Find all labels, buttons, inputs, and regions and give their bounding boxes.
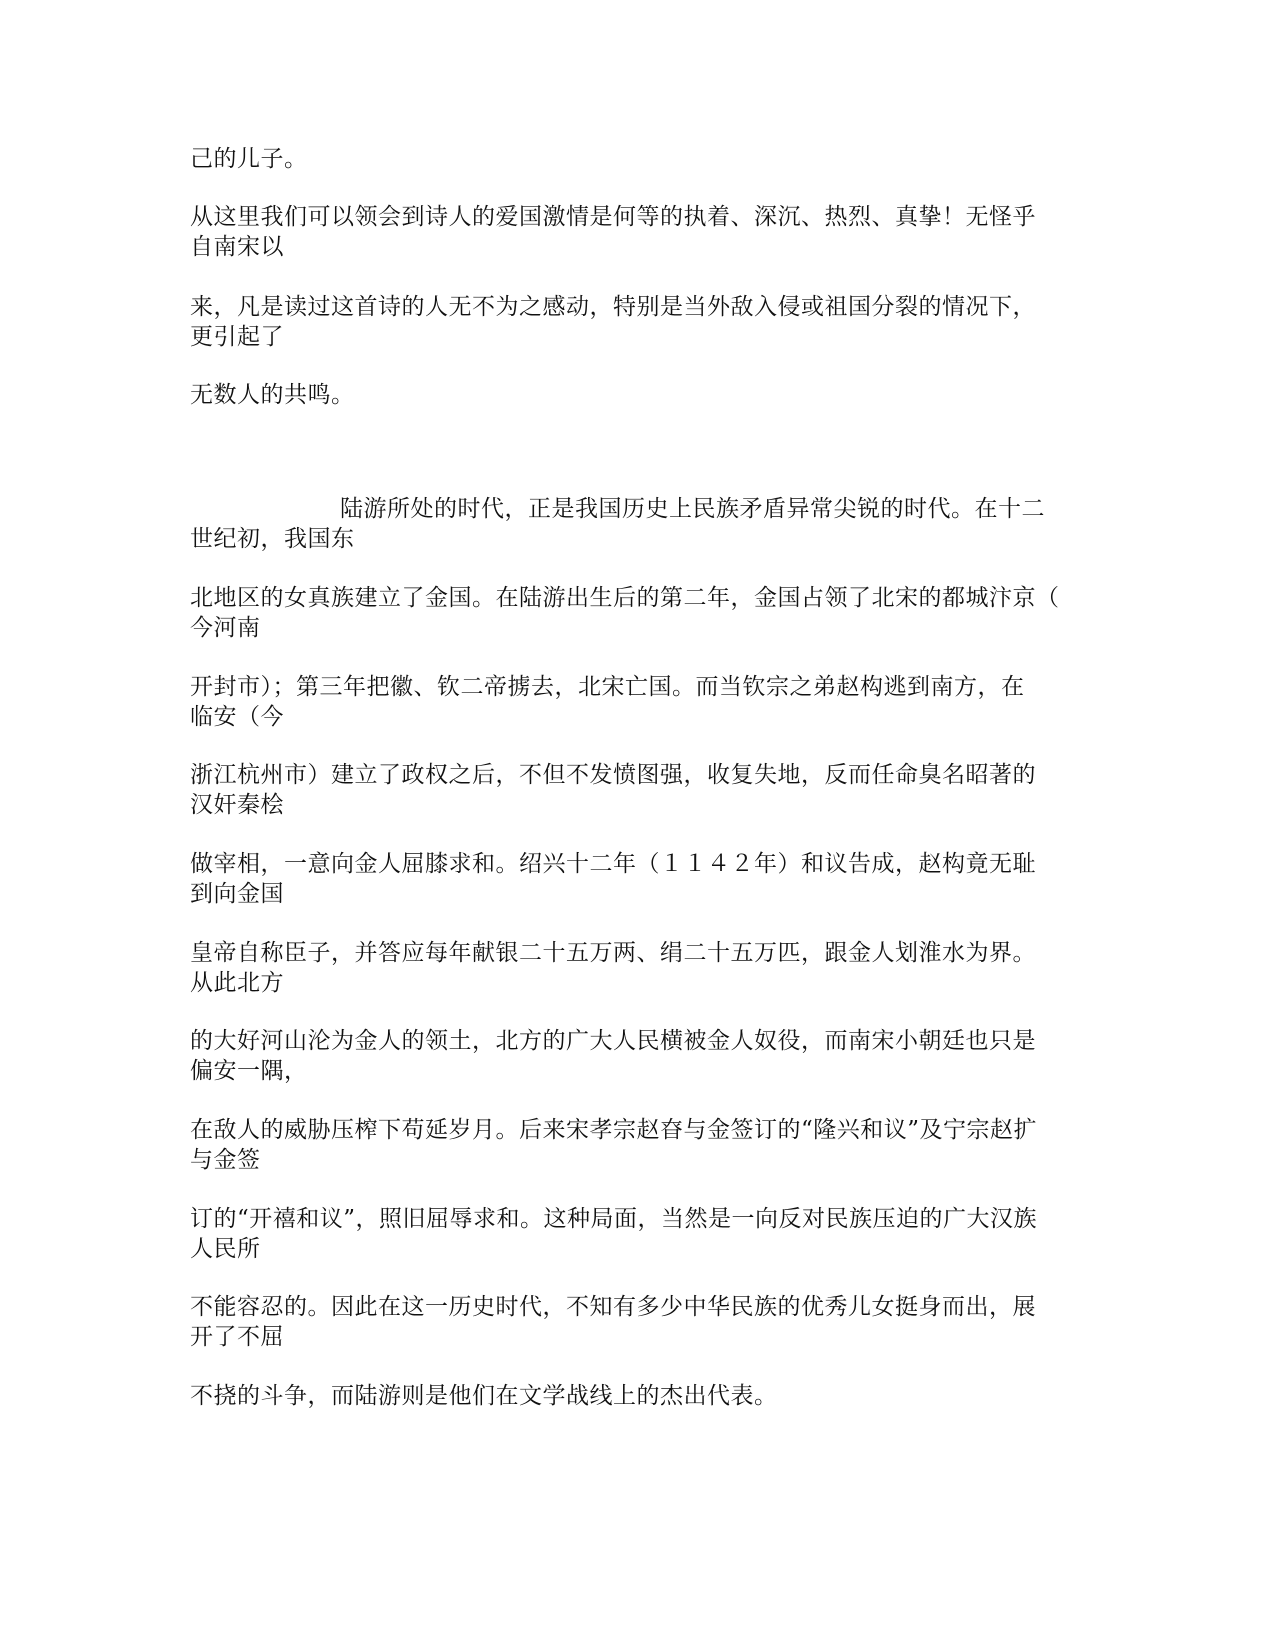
text-line: 皇帝自称臣子，并答应每年献银二十五万两、绢二十五万匹，跟金人划淮水为界。 [190, 940, 1036, 966]
text-line: 从这里我们可以领会到诗人的爱国激情是何等的执着、深沉、热烈、真挚！无怪乎 [190, 204, 1036, 230]
text-line: 订的“开禧和议”，照旧屈辱求和。这种局面，当然是一向反对民族压迫的广大汉族 [190, 1206, 1038, 1232]
text-line: 的大好河山沦为金人的领土，北方的广大人民横被金人奴役，而南宋小朝廷也只是 [190, 1028, 1036, 1054]
text-line: 人民所 [190, 1236, 261, 1262]
text-line: 世纪初，我国东 [190, 526, 355, 552]
text-line: 北地区的女真族建立了金国。在陆游出生后的第二年，金国占领了北宋的都城汴京（ [190, 585, 1060, 611]
text-line: 偏安一隅， [190, 1058, 308, 1084]
text-line: 自南宋以 [190, 234, 284, 260]
text-line: 不挠的斗争，而陆游则是他们在文学战线上的杰出代表。 [190, 1383, 778, 1409]
text-line: 开了不屈 [190, 1324, 284, 1350]
text-line: 无数人的共鸣。 [190, 382, 355, 408]
text-line: 更引起了 [190, 324, 284, 350]
text-line: 在敌人的威胁压榨下苟延岁月。后来宋孝宗赵昚与金签订的“隆兴和议”及宁宗赵扩 [190, 1117, 1038, 1143]
text-line: 浙江杭州市）建立了政权之后，不但不发愤图强，收复失地，反而任命臭名昭著的 [190, 762, 1036, 788]
text-line: 己的儿子。 [190, 146, 308, 172]
text-line: 汉奸秦桧 [190, 792, 284, 818]
text-line: 临安（今 [190, 704, 284, 730]
text-line: 做宰相，一意向金人屈膝求和。绍兴十二年（１１４２年）和议告成，赵构竟无耻 [190, 851, 1036, 877]
paragraph-first-line: 陆游所处的时代，正是我国历史上民族矛盾异常尖锐的时代。在十二 [340, 496, 1045, 522]
text-line: 开封市）；第三年把徽、钦二帝掳去，北宋亡国。而当钦宗之弟赵构逃到南方，在 [190, 674, 1025, 700]
text-line: 从此北方 [190, 970, 284, 996]
text-line: 今河南 [190, 615, 261, 641]
text-line: 与金签 [190, 1147, 261, 1173]
text-line: 不能容忍的。因此在这一历史时代，不知有多少中华民族的优秀儿女挺身而出，展 [190, 1294, 1036, 1320]
text-line: 来，凡是读过这首诗的人无不为之感动，特别是当外敌入侵或祖国分裂的情况下， [190, 294, 1036, 320]
text-line: 到向金国 [190, 881, 284, 907]
